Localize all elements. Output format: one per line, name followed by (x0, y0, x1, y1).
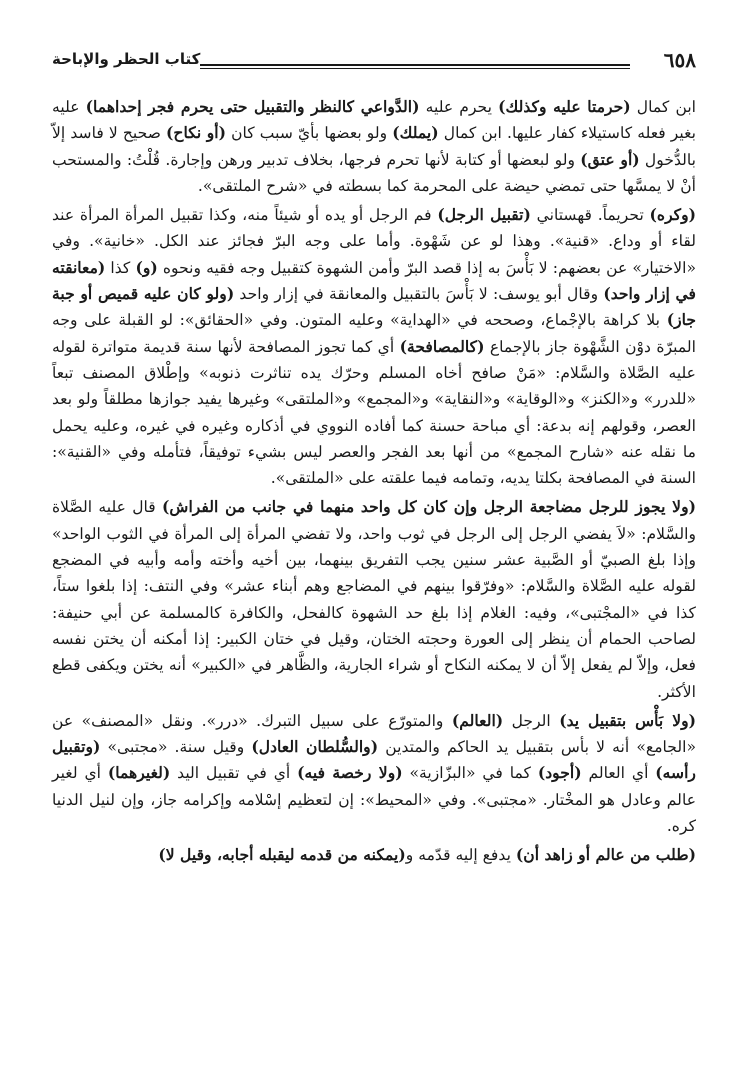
bold-text-run: (كالمصافحة) (399, 336, 485, 356)
text-run: عليه بغير فعله كاستيلاء كفار عليها. ابن كمال (52, 98, 696, 143)
text-run: ولو لبعضها أو كتابة لأنها تحرم فرجها، بخلاف تدبير ورهن وإجارة. قُلْتُ: والمستحب أنْ لا يمسَّها حتى تمضي حيضة على المحرمة كما بسطته في «شرح الملتقى». (52, 150, 696, 195)
bold-text-run: (وكره) (649, 205, 696, 225)
text-run: ابن كمال (630, 98, 696, 116)
bold-text-run: (والسُّلطان العادل) (251, 737, 379, 757)
text-run: أي لغير عالم وعادل هو المخْتار. «مجتبى». وفي «المحيط»: إن لتعظيم إسْلامه وإكرامه جاز، وإن لنيل الدنيا كره. (52, 764, 696, 836)
bold-text-run: (ولو كان عليه قميص أو جبة جاز) (52, 284, 696, 330)
paragraph (52, 202, 696, 491)
book-title: كتاب الحظر والإباحة (52, 50, 201, 68)
text-run: بلا كراهة بالإجْماع، وصححه في «الهداية» وعليه المتون. وفي «الحقائق»: لو القبلة على وجه المبرّة دوْن الشَّهْوة جاز بالإجماع (52, 311, 696, 356)
bold-text-run: (ولا رخصة فيه) (297, 763, 403, 783)
text-run: وقال أبو يوسف: لا بَأْسَ بالتقبيل والمعانقة في إزار واحد (234, 285, 604, 304)
paragraph (52, 494, 696, 704)
page-number: ٦٥٨ (663, 48, 696, 72)
paragraph (52, 842, 696, 868)
bold-text-run: (أجود) (537, 763, 582, 783)
bold-text-run: (أو عتق) (580, 149, 640, 169)
text-run: أي العالم (581, 764, 656, 783)
bold-text-run: (العالم) (451, 710, 504, 730)
text-run: تحريماً. قهستاني (530, 206, 650, 225)
text-run: أي كما تجوز المصافحة لأنها سنة قديمة متواترة لقوله عليه الصَّلاة والسَّلام: «مَنْ صافح أخاه المسلم وحرّك يده تناثرت ذنوبه» وإطْلاق المصنف تبعاً «للدرر» و«الكنز» و«الوقاية» و«النقاية» و«المجمع» و«الملتقى» وغيرها يفيد جوازها مطلقاً ولو بعد العصر، وقولهم إنه بدعة: أي مباحة حسنة كما أفاده النووي في أذكاره وغيره في غيره، وعليه يحمل ما نقله عنه «شارح المجمع» من أنها بعد الفجر والعصر ليس بشيء توفيقاً، فتأمله وفي «القنية»: السنة في المصافحة بكلتا يديه، وتمامه فيما علقته على «الملتقى». (52, 337, 696, 488)
paragraph (52, 94, 696, 199)
bold-text-run: (و) (135, 257, 158, 277)
text-run: وقيل سنة. «مجتبى» (100, 738, 252, 757)
bold-text-run: (حرمتا عليه وكذلك) (498, 97, 631, 116)
text-run: قال عليه الصَّلاة والسَّلام: «لاَ يفضي الرجل إلى الرجل في ثوب واحد، ولا تفضي المرأة إلى المرأة في الثوب الواحد» وإذا بلغ الصبيّ أو الصَّبية عشر سنين يجب التفريق بينهما، بين أخيه وأخته وأمه وأبيه في المضجع لقوله عليه الصَّلاة والسَّلام: «وفرّقوا بينهم في المضاجع وهم أبناء عشر» وفي النتف: إذا بلغوا ستاً، كذا في «المجْتبى»، وفيه: الغلام إذا بلغ حد الشهوة كالفحل، والكافرة كالمسلمة عن أبي حنيفة: لصاحب الحمام أن ينظر إلى العورة وحجته الختان، وقيل في ختان الكبير: إذا أمكنه أن يختن نفسه فعل، وإلاّ لم يفعل إلاّ أن لا يمكنه النكاح أو شراء الجارية، والظَّاهر في «الكبير» أنه يختن ويكفى قطع الأكثر. (52, 498, 696, 701)
paragraph (52, 708, 696, 839)
bold-text-run: (أو نكاح) (166, 123, 226, 143)
bold-text-run: (الدَّواعي كالنظر والتقبيل حتى يحرم فجر إحداهما) (85, 97, 420, 116)
bold-text-run: (تقبيل الرجل) (437, 205, 531, 225)
header-rule-thin (200, 68, 630, 69)
text-run: والمتورّع على سبيل التبرك. «درر». ونقل «المصنف» عن «الجامع» أنه لا بأس بتقبيل يد الحاكم والمتدين (52, 711, 696, 757)
bold-text-run: (يملك) (392, 123, 439, 143)
bold-text-run: (لغيرهما) (107, 763, 171, 783)
page-header (52, 46, 696, 80)
bold-text-run: (ولا يجوز للرجل مضاجعة الرجل وإن كان كل واحد منهما في جانب من الفراش) (162, 497, 696, 517)
text-run: كما في «البزّازية» (402, 764, 538, 783)
text-run: كذا (105, 258, 136, 277)
bold-text-run: (معانقته في إزار واحد) (52, 257, 696, 304)
bold-text-run: (وتقبيل رأسه) (52, 737, 696, 783)
header-rule (200, 64, 630, 66)
text-run: يحرم عليه (419, 98, 499, 116)
bold-text-run: (ولا بَأْس بتقبيل يد) (559, 710, 696, 730)
text-run: الرجل (503, 711, 560, 730)
text-run: أي في تقبيل اليد (170, 764, 298, 783)
bold-text-run: (يمكنه من قدمه ليقبله أجابه، وقيل لا) (158, 845, 406, 865)
bold-text-run: (طلب من عالم أو زاهد أن) (515, 845, 696, 865)
text-run: ولو بعضها بأيّ سبب كان (225, 124, 393, 143)
text-run: يدفع إليه قدّمه و (405, 846, 516, 865)
text-run: فم الرجل أو يده أو شيئاً منه، وكذا تقبيل المرأة المرأة عند لقاء أو وداع. «قنية». وهذا لو عن شَهْوة. وأما على وجه البرّ فجائز عند الكل. «خانية». وفي «الاختيار» عن بعضهم: لا بَأْسَ به إذا قصد البرّ وأمن الشهوة كتقبيل وجه فقيه ونحوه (52, 206, 697, 277)
page-body (52, 94, 696, 869)
text-run: صحيح لا فاسد إلاّ بالدُّخول (52, 124, 696, 169)
